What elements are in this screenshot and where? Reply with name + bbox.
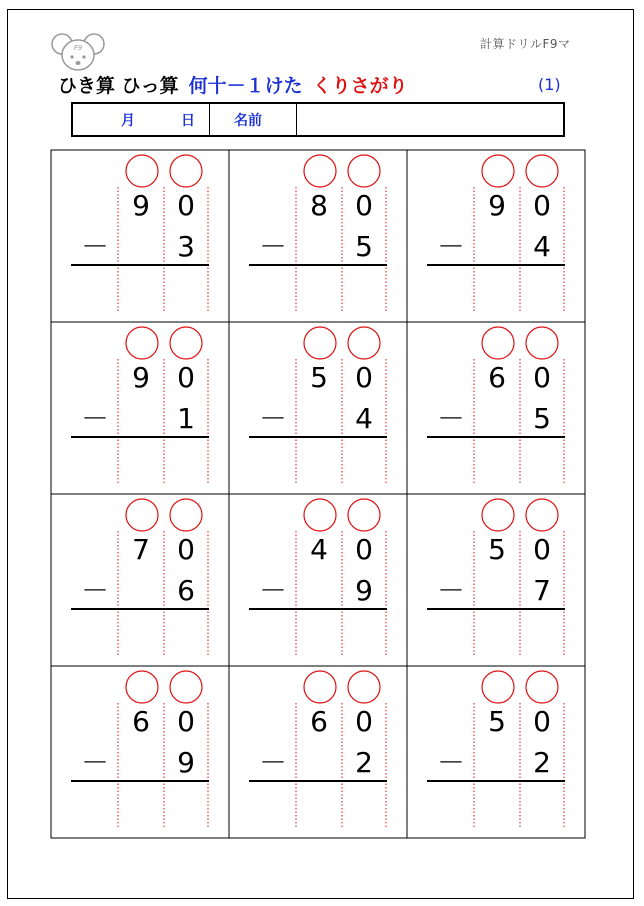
- minus-sign: －: [436, 402, 466, 435]
- answer-area[interactable]: [474, 612, 564, 656]
- minus-sign: －: [80, 574, 110, 607]
- minuend-ones-digit: 0: [533, 533, 551, 566]
- answer-area[interactable]: [474, 784, 564, 828]
- minuend-ones-digit: 0: [355, 705, 373, 738]
- borrow-circle[interactable]: [304, 671, 336, 703]
- title-borrow: くりさがり: [312, 75, 408, 97]
- borrow-circle[interactable]: [526, 155, 558, 187]
- problem-cell: [249, 155, 387, 312]
- minuend-ones-digit: 0: [355, 361, 373, 394]
- minuend-ones-digit: 0: [533, 189, 551, 222]
- borrow-circle[interactable]: [348, 327, 380, 359]
- minus-sign: －: [436, 746, 466, 779]
- minuend-tens-digit: 6: [488, 361, 506, 394]
- minuend-tens-digit: 5: [488, 705, 506, 738]
- minus-sign: －: [80, 230, 110, 263]
- problem-cell: [427, 499, 565, 656]
- subtrahend-digit: 2: [355, 746, 373, 779]
- minuend-tens-digit: 9: [132, 189, 150, 222]
- minuend-ones-digit: 0: [533, 705, 551, 738]
- minus-sign: －: [436, 574, 466, 607]
- title-operation: ひき算 ひっ算: [58, 75, 179, 97]
- problem-cell: [427, 155, 565, 312]
- answer-area[interactable]: [474, 268, 564, 312]
- borrow-circle[interactable]: [126, 671, 158, 703]
- page-number: (1): [538, 75, 561, 94]
- borrow-circle[interactable]: [526, 499, 558, 531]
- answer-area[interactable]: [474, 440, 564, 484]
- problem-cell: [71, 671, 209, 828]
- minuend-ones-digit: 0: [177, 705, 195, 738]
- borrow-circle[interactable]: [482, 327, 514, 359]
- subtrahend-digit: 5: [533, 402, 551, 435]
- problem-cell: [71, 327, 209, 484]
- answer-area[interactable]: [118, 784, 208, 828]
- logo-text: F9: [73, 44, 83, 52]
- minus-sign: －: [436, 230, 466, 263]
- day-label: 日: [181, 112, 195, 129]
- answer-area[interactable]: [296, 784, 386, 828]
- title-type: 何十－１けた: [188, 75, 303, 97]
- answer-area[interactable]: [118, 612, 208, 656]
- minuend-ones-digit: 0: [355, 189, 373, 222]
- minuend-tens-digit: 6: [310, 705, 328, 738]
- minuend-tens-digit: 7: [132, 533, 150, 566]
- minuend-ones-digit: 0: [177, 533, 195, 566]
- answer-area[interactable]: [296, 268, 386, 312]
- name-label: 名前: [234, 112, 262, 129]
- borrow-circle[interactable]: [126, 327, 158, 359]
- borrow-circle[interactable]: [348, 499, 380, 531]
- minus-sign: －: [258, 574, 288, 607]
- borrow-circle[interactable]: [526, 671, 558, 703]
- minus-sign: －: [258, 746, 288, 779]
- borrow-circle[interactable]: [482, 671, 514, 703]
- minuend-tens-digit: 9: [132, 361, 150, 394]
- subtrahend-digit: 6: [177, 574, 195, 607]
- minus-sign: －: [258, 230, 288, 263]
- borrow-circle[interactable]: [170, 327, 202, 359]
- minuend-tens-digit: 5: [488, 533, 506, 566]
- borrow-circle[interactable]: [304, 499, 336, 531]
- minuend-tens-digit: 8: [310, 189, 328, 222]
- month-label: 月: [121, 112, 135, 129]
- minuend-tens-digit: 5: [310, 361, 328, 394]
- subtrahend-digit: 3: [177, 230, 195, 263]
- borrow-circle[interactable]: [348, 671, 380, 703]
- subtrahend-digit: 5: [355, 230, 373, 263]
- problem-cell: [71, 155, 209, 312]
- minus-sign: －: [258, 402, 288, 435]
- problem-cell: [427, 327, 565, 484]
- problem-cell: [71, 499, 209, 656]
- subtrahend-digit: 9: [355, 574, 373, 607]
- answer-area[interactable]: [118, 268, 208, 312]
- borrow-circle[interactable]: [348, 155, 380, 187]
- minuend-ones-digit: 0: [533, 361, 551, 394]
- subtrahend-digit: 9: [177, 746, 195, 779]
- minuend-ones-digit: 0: [355, 533, 373, 566]
- problem-cell: [249, 327, 387, 484]
- borrow-circle[interactable]: [304, 327, 336, 359]
- borrow-circle[interactable]: [526, 327, 558, 359]
- borrow-circle[interactable]: [170, 499, 202, 531]
- borrow-circle[interactable]: [482, 155, 514, 187]
- subtrahend-digit: 4: [355, 402, 373, 435]
- problem-cell: [249, 499, 387, 656]
- borrow-circle[interactable]: [170, 155, 202, 187]
- borrow-circle[interactable]: [482, 499, 514, 531]
- problem-cell: [249, 671, 387, 828]
- borrow-circle[interactable]: [304, 155, 336, 187]
- minuend-ones-digit: 0: [177, 189, 195, 222]
- subtrahend-digit: 2: [533, 746, 551, 779]
- answer-area[interactable]: [118, 440, 208, 484]
- brand-label: 計算ドリルF9マ: [480, 37, 571, 51]
- answer-area[interactable]: [296, 440, 386, 484]
- borrow-circle[interactable]: [170, 671, 202, 703]
- borrow-circle[interactable]: [126, 499, 158, 531]
- subtrahend-digit: 4: [533, 230, 551, 263]
- borrow-circle[interactable]: [126, 155, 158, 187]
- minus-sign: －: [80, 402, 110, 435]
- minuend-ones-digit: 0: [177, 361, 195, 394]
- subtrahend-digit: 1: [177, 402, 195, 435]
- answer-area[interactable]: [296, 612, 386, 656]
- minuend-tens-digit: 4: [310, 533, 328, 566]
- minus-sign: －: [80, 746, 110, 779]
- subtrahend-digit: 7: [533, 574, 551, 607]
- minuend-tens-digit: 6: [132, 705, 150, 738]
- minuend-tens-digit: 9: [488, 189, 506, 222]
- problem-cell: [427, 671, 565, 828]
